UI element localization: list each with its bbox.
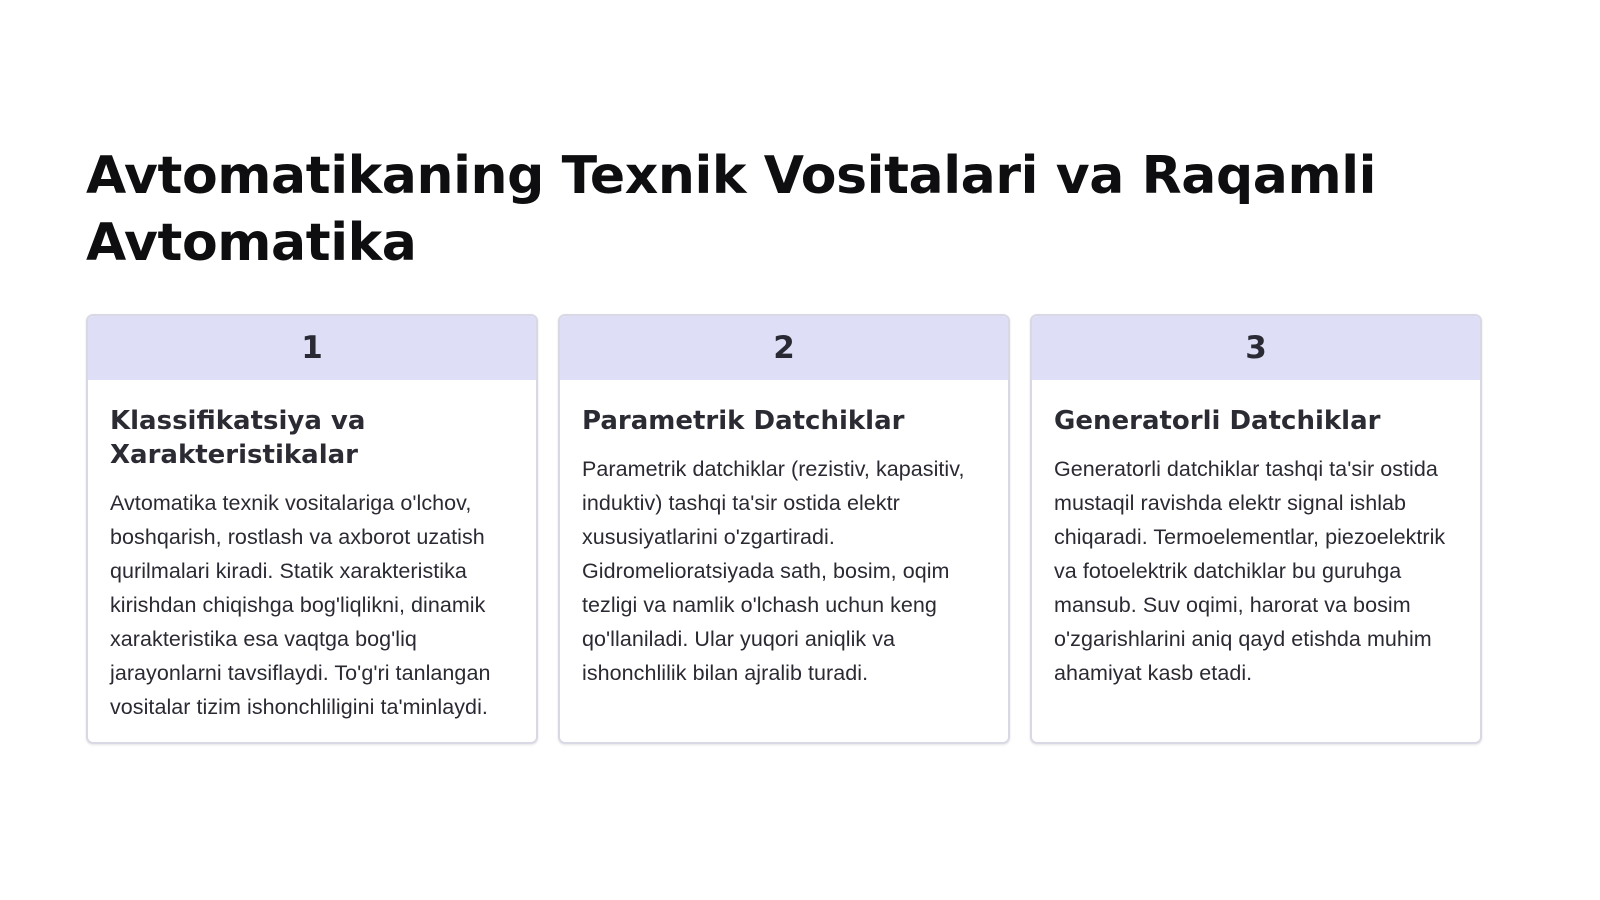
card-heading: Parametrik Datchiklar — [582, 406, 905, 436]
card-body — [1032, 380, 1480, 690]
card-heading: Klassifikatsiya va Xarakteristikalar — [110, 406, 366, 470]
card-body — [88, 380, 536, 724]
card-body — [560, 380, 1008, 690]
card-text: Parametrik datchiklar (rezistiv, kapasitiv, induktiv) tashqi ta'sir ostida elektr xususiyatlarini o'zgartiradi. Gidromelioratsiyada sath, bosim, oqim tezligi va namlik o'lchash uchun keng qo'llaniladi. Ular yuqori aniqlik va ishonchlilik bilan ajralib turadi. — [582, 457, 965, 685]
cards-row — [86, 314, 1517, 744]
card-text: Avtomatika texnik vositalariga o'lchov, boshqarish, rostlash va axborot uzatish qurilmalari kiradi. Statik xarakteristika kirishdan chiqishga bog'liqlikni, dinamik xarakteristika esa vaqtga bog'liq jarayonlarni tavsiflaydi. To'g'ri tanlangan vositalar tizim ishonchliligini ta'minlaydi. — [110, 491, 491, 719]
card-2 — [558, 314, 1010, 744]
card-1 — [86, 314, 538, 744]
card-text: Generatorli datchiklar tashqi ta'sir ostida mustaqil ravishda elektr signal ishlab chiqaradi. Termoelementlar, piezoelektrik va fotoelektrik datchiklar bu guruhga mansub. Suv oqimi, harorat va bosim o'zgarishlarini aniq qayd etishda muhim ahamiyat kasb etadi. — [1054, 457, 1446, 685]
card-number: 1 — [88, 316, 536, 380]
page-title: Avtomatikaning Texnik Vositalari va Raqamli Avtomatika — [86, 146, 1377, 273]
card-heading: Generatorli Datchiklar — [1054, 406, 1381, 436]
card-3 — [1030, 314, 1482, 744]
card-number: 2 — [560, 316, 1008, 380]
card-number: 3 — [1032, 316, 1480, 380]
